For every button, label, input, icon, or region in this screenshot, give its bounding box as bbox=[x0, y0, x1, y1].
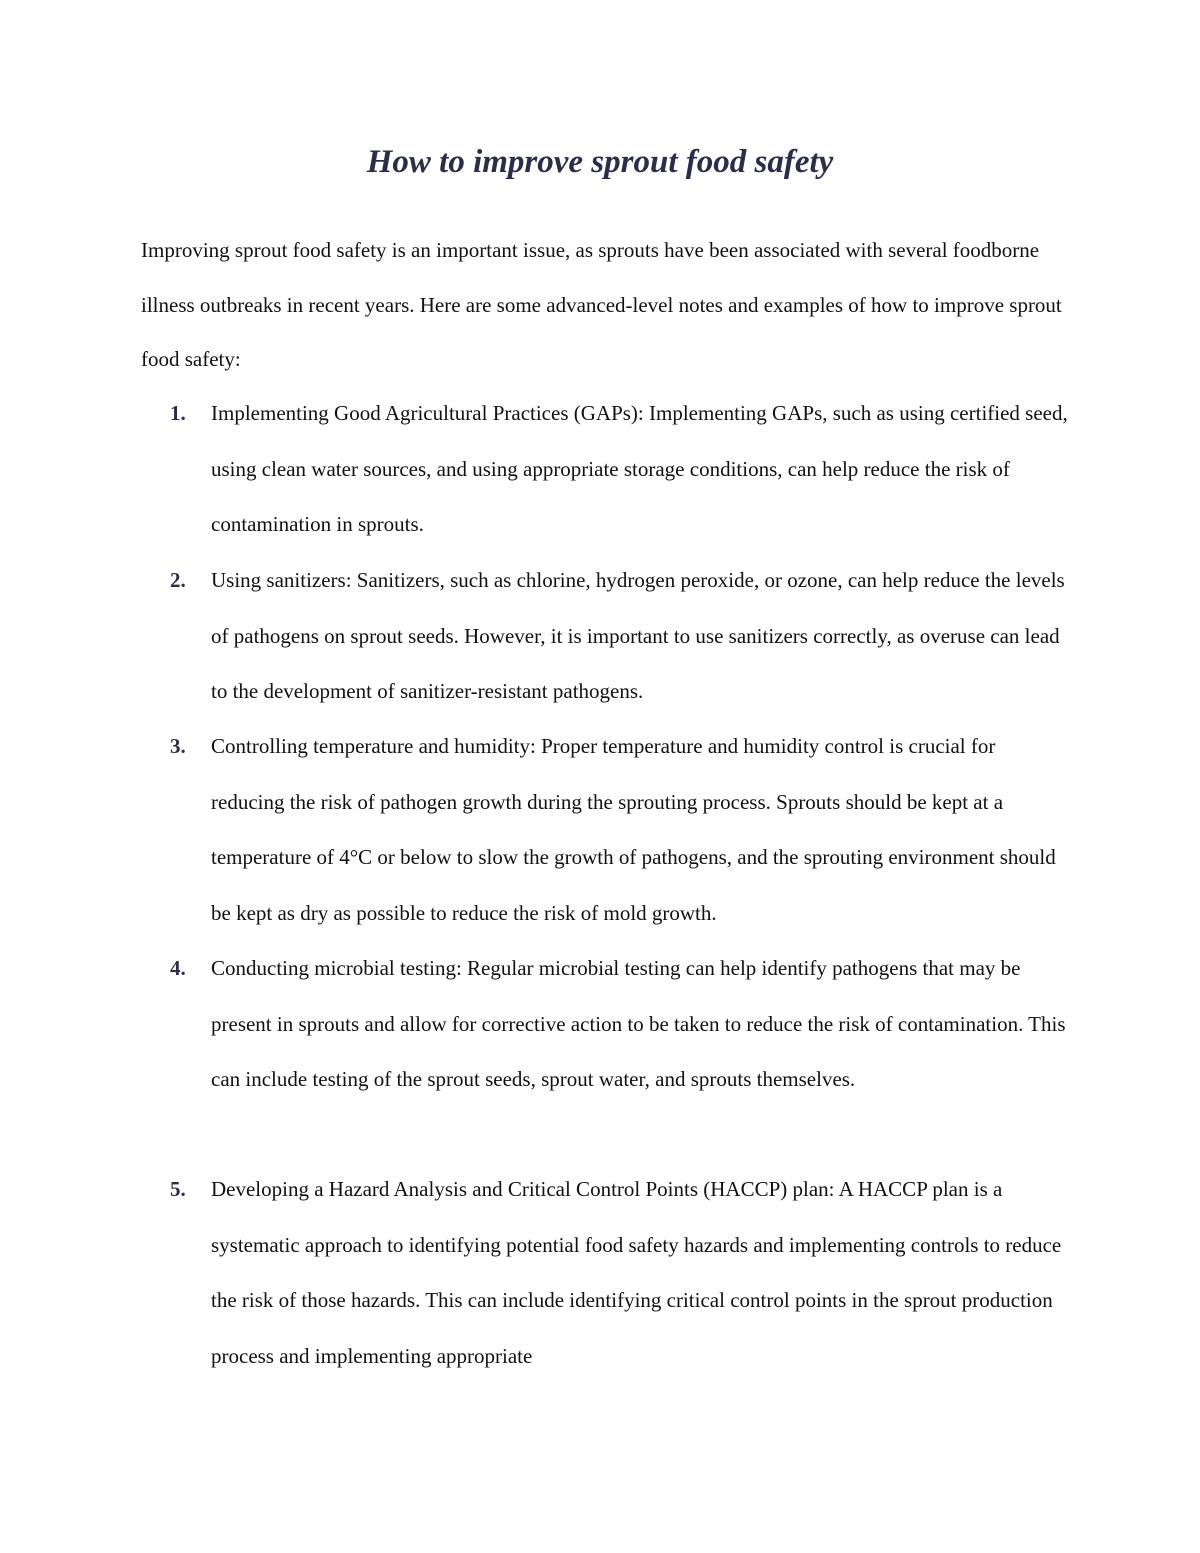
intro-paragraph: Improving sprout food safety is an important issue, as sprouts have been associated with several foodborne illness outbreaks in recent years. Here are some advanced-level notes and examples of how to improve sprout food safety: bbox=[141, 238, 1062, 371]
list-item-text: Implementing Good Agricultural Practices (GAPs): Implementing GAPs, such as using certified seed, using clean water sources, and using appropriate storage conditions, can help reduce the risk of contamination in sprouts. bbox=[211, 401, 1068, 536]
list-item-text: Using sanitizers: Sanitizers, such as chlorine, hydrogen peroxide, or ozone, can help reduce the levels of pathogens on sprout seeds. However, it is important to use sanitizers correctly, as overuse can lead to the development of sanitizer-resistant pathogens. bbox=[211, 568, 1065, 703]
list-item-number: 2. bbox=[170, 568, 186, 592]
list-item-number: 1. bbox=[170, 401, 186, 425]
list-item-number: 5. bbox=[170, 1177, 186, 1201]
list-item-text: Conducting microbial testing: Regular microbial testing can help identify pathogens that may be present in sprouts and allow for corrective action to be taken to reduce the risk of contamination. This can include testing of the sprout seeds, sprout water, and sprouts themselves. bbox=[211, 956, 1066, 1091]
list-item-number: 4. bbox=[170, 956, 186, 980]
list-item-text: Controlling temperature and humidity: Proper temperature and humidity control is crucial for reducing the risk of pathogen growth during the sprouting process. Sprouts should be kept at a temperature of 4°C or below to slow the growth of pathogens, and the sprouting environment should be kept as dry as possible to reduce the risk of mold growth. bbox=[211, 734, 1056, 925]
list-item-text: Developing a Hazard Analysis and Critical Control Points (HACCP) plan: A HACCP plan is a systematic approach to identifying potential food safety hazards and implementing controls to reduce the risk of those hazards. This can include identifying critical control points in the sprout production process and implementing appropriate bbox=[211, 1177, 1062, 1368]
document-title: How to improve sprout food safety bbox=[366, 144, 834, 180]
list-item-number: 3. bbox=[170, 734, 186, 758]
